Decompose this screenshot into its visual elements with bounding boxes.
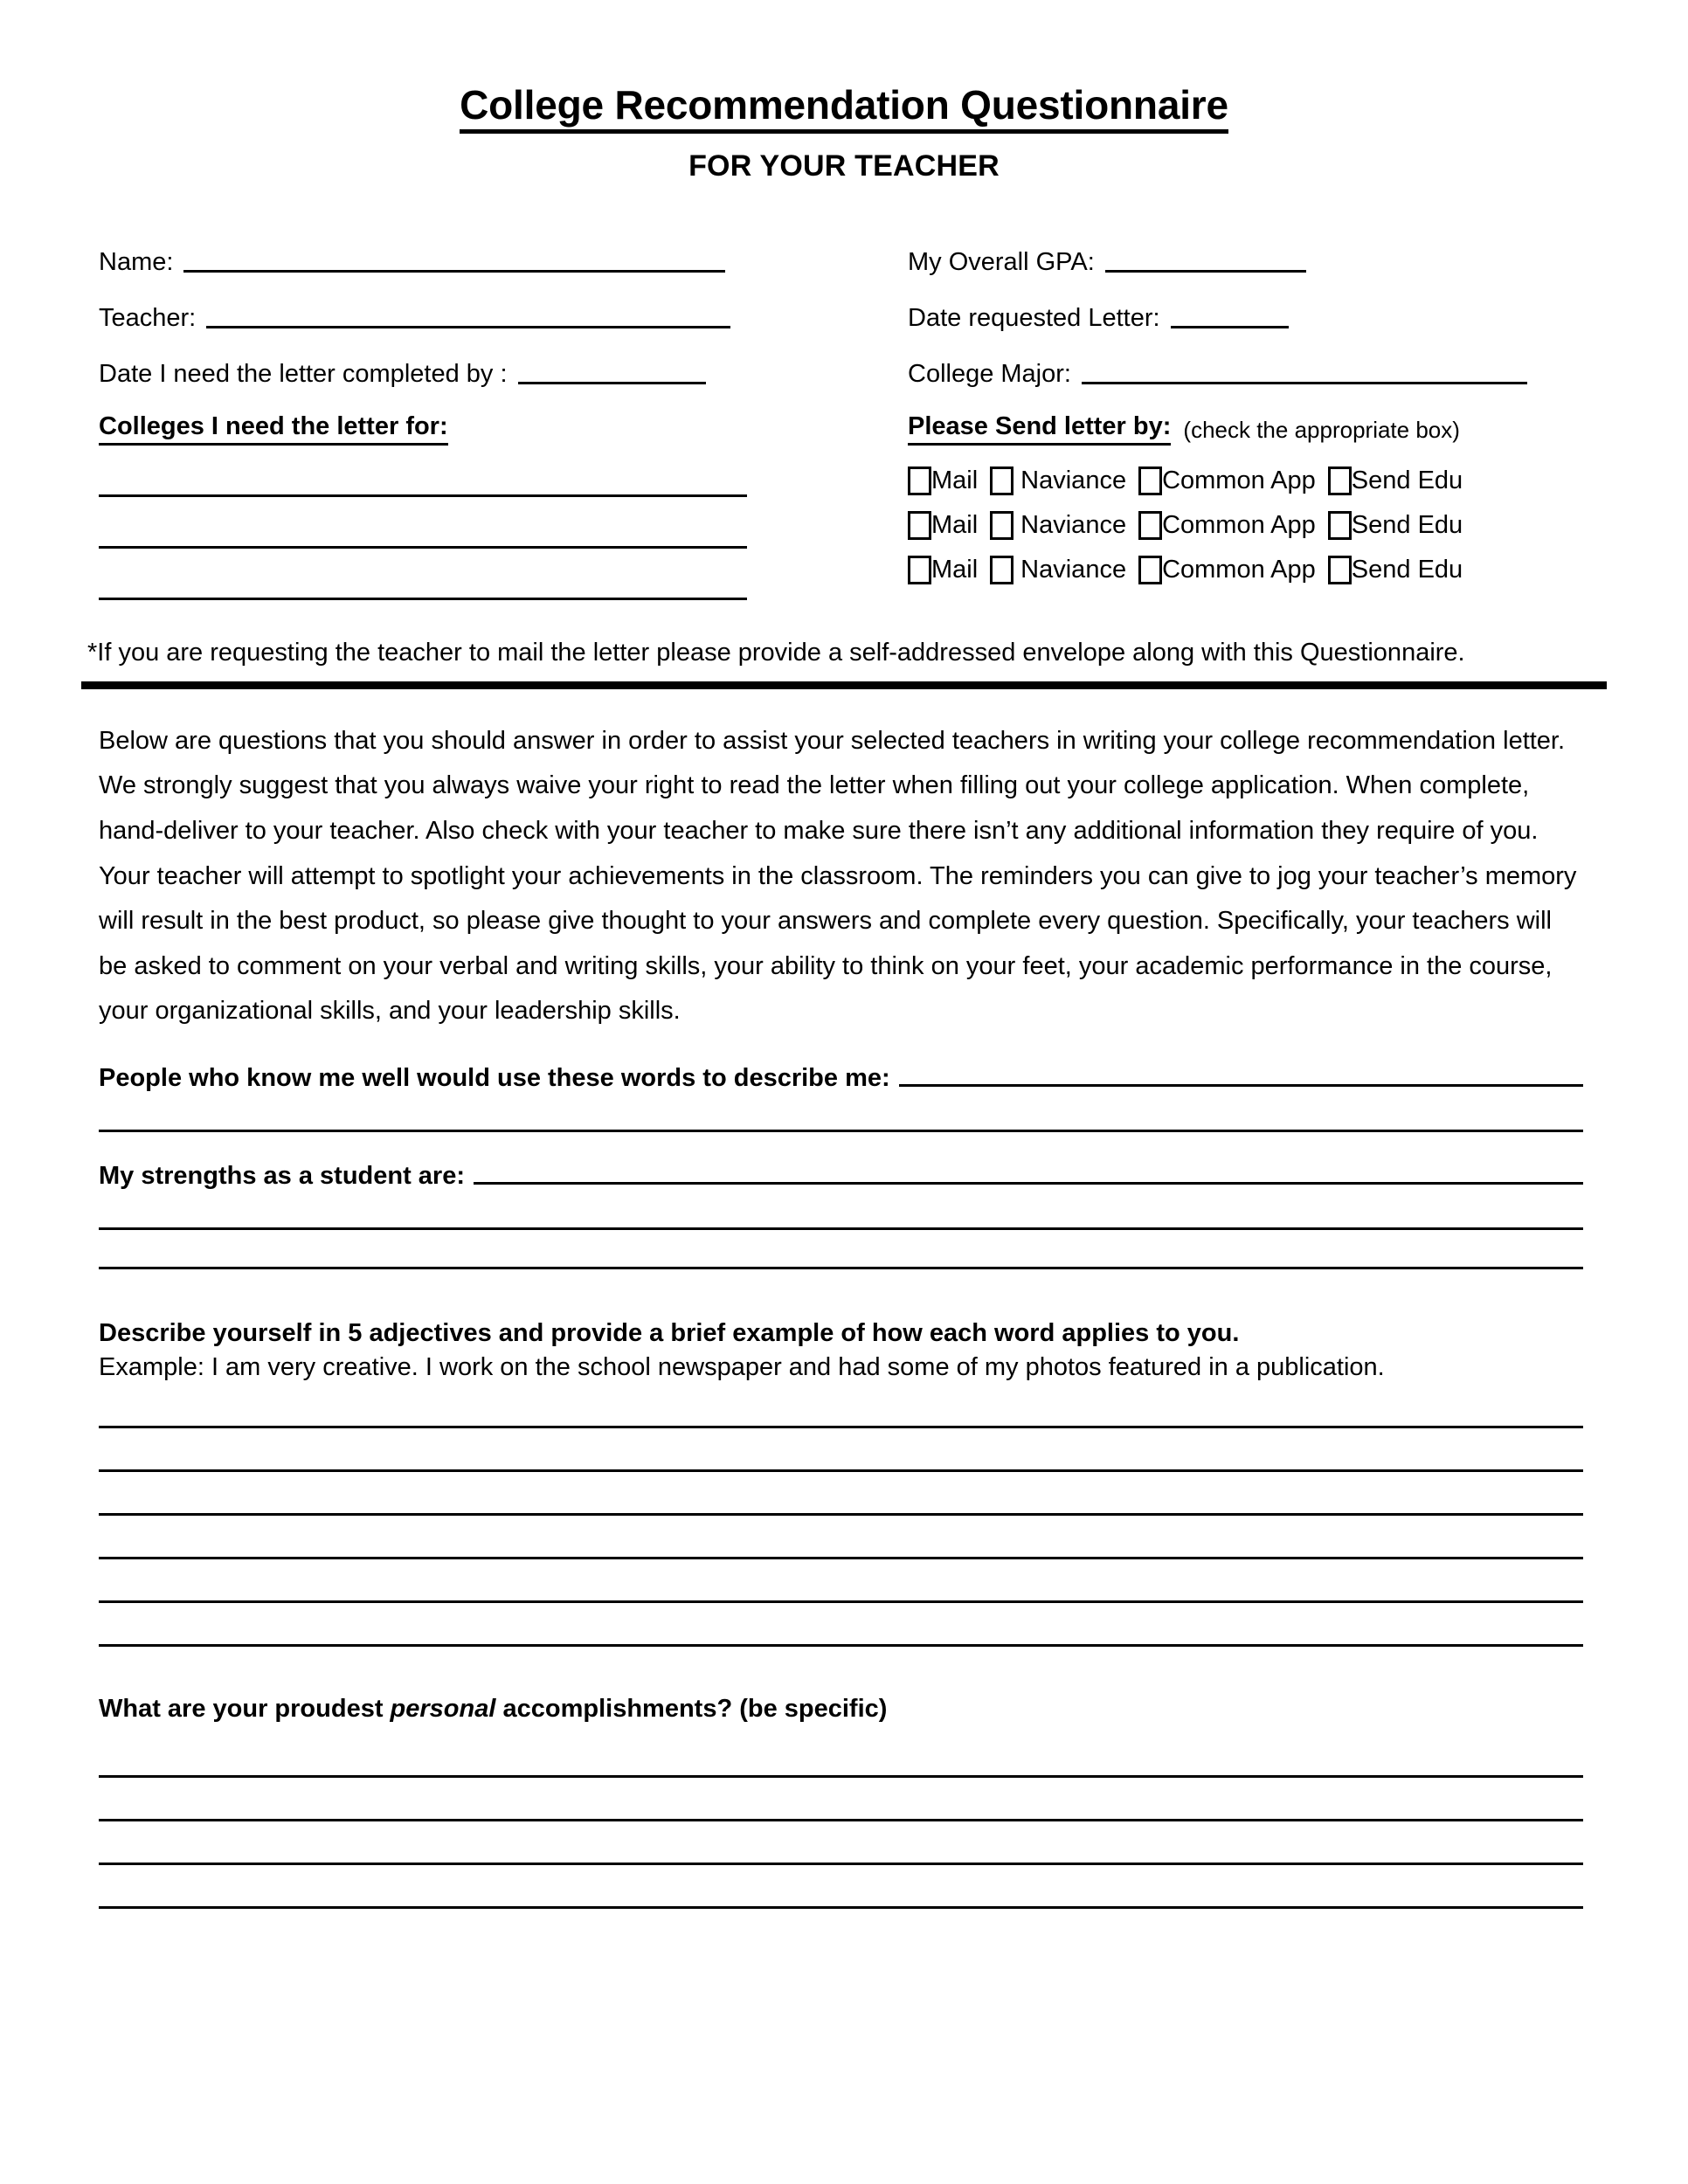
send-by-heading: Please Send letter by:: [908, 411, 1171, 446]
header-form: [0, 222, 1688, 600]
header-form-right-column: [894, 222, 1601, 600]
checkbox-sendedu-1[interactable]: [1328, 467, 1352, 495]
checkbox-commonapp-2[interactable]: [1138, 511, 1162, 540]
question-strengths-input-3[interactable]: [99, 1267, 1583, 1269]
date-requested-field-row: [908, 278, 1601, 334]
envelope-note: *If you are requesting the teacher to mail the letter please provide a self-addressed envelope along with this Questionnaire.: [87, 638, 1465, 667]
colleges-heading-row: [99, 390, 894, 446]
gpa-field-row: [908, 222, 1601, 278]
question-adjectives-block: [99, 1317, 1583, 1647]
colleges-heading: Colleges I need the letter for:: [99, 411, 448, 446]
send-by-row-1: [908, 467, 1601, 495]
body-section: [0, 719, 1688, 1910]
teacher-field-row: [99, 278, 894, 334]
checkbox-naviance-2-group[interactable]: [990, 511, 1138, 540]
checkbox-sendedu-2-label: Send Edu: [1351, 510, 1463, 539]
question-strengths-input-1[interactable]: [474, 1182, 1583, 1185]
gpa-input[interactable]: [1105, 270, 1306, 273]
question-accomplishments-label: [99, 1692, 1583, 1726]
checkbox-sendedu-2-group[interactable]: [1328, 511, 1475, 540]
college-major-label: College Major:: [908, 360, 1071, 389]
checkbox-commonapp-1-group[interactable]: [1138, 467, 1328, 495]
gpa-label: My Overall GPA:: [908, 248, 1095, 277]
question-adjectives-input-2[interactable]: [99, 1469, 1583, 1472]
name-input[interactable]: [183, 270, 725, 273]
teacher-label: Teacher:: [99, 304, 197, 333]
question-accomplishments-emphasis: personal: [390, 1695, 496, 1724]
question-adjectives-example: Example: I am very creative. I work on the school newspaper and had some of my photos featured in a publication.: [99, 1353, 1385, 1382]
checkbox-naviance-1[interactable]: [990, 467, 1013, 495]
college-major-input[interactable]: [1082, 382, 1527, 384]
college-input-2[interactable]: [99, 546, 747, 549]
send-by-row-2: [908, 511, 1601, 540]
question-strengths-block: [99, 1162, 1583, 1269]
checkbox-sendedu-3[interactable]: [1328, 556, 1352, 584]
question-accomplishments-input-2[interactable]: [99, 1819, 1583, 1821]
question-strengths-input-2[interactable]: [99, 1227, 1583, 1230]
title-block: [0, 0, 1688, 183]
teacher-input[interactable]: [206, 326, 730, 328]
date-needed-field-row: [99, 334, 894, 390]
checkbox-naviance-1-label: Naviance: [1020, 466, 1127, 494]
date-needed-label: Date I need the letter completed by :: [99, 360, 508, 389]
checkbox-sendedu-3-group[interactable]: [1328, 556, 1475, 584]
question-describe-me-block: [99, 1064, 1583, 1132]
checkbox-mail-1-group[interactable]: [908, 467, 990, 495]
college-input-3[interactable]: [99, 598, 747, 600]
college-major-field-row: [908, 334, 1601, 390]
section-divider: [81, 681, 1607, 689]
checkbox-naviance-3-group[interactable]: [990, 556, 1138, 584]
checkbox-commonapp-3[interactable]: [1138, 556, 1162, 584]
question-accomplishments-input-3[interactable]: [99, 1863, 1583, 1865]
checkbox-naviance-3-label: Naviance: [1020, 555, 1127, 584]
checkbox-commonapp-1-label: Common App: [1162, 466, 1316, 494]
checkbox-mail-2-label: Mail: [931, 510, 979, 539]
checkbox-naviance-1-group[interactable]: [990, 467, 1138, 495]
intro-paragraph: Below are questions that you should answer in order to assist your selected teachers in writing your college recommendation letter. We strongly suggest that you always waive your right to read the letter when filling out your college application. When complete, hand-deliver to your teacher. Also check with your teacher to make sure there isn’t any additional information they require of you. Your teacher will attempt to spotlight your achievements in the classroom. The reminders you can give to jog your teacher’s memory will result in the best product, so please give thought to your answers and complete every question. Specifically, your teachers will be asked to comment on your verbal and writing skills, your ability to think on your feet, your academic performance in the course, your organizational skills, and your leadership skills.: [99, 726, 1577, 1026]
question-adjectives-input-1[interactable]: [99, 1426, 1583, 1428]
question-adjectives-input-5[interactable]: [99, 1600, 1583, 1603]
checkbox-sendedu-3-label: Send Edu: [1351, 555, 1463, 584]
checkbox-mail-3-group[interactable]: [908, 556, 990, 584]
checkbox-mail-1[interactable]: [908, 467, 931, 495]
name-label: Name:: [99, 248, 174, 277]
checkbox-naviance-2[interactable]: [990, 511, 1013, 540]
send-by-heading-row: [908, 390, 1601, 446]
question-adjectives-label: Describe yourself in 5 adjectives and provide a brief example of how each word applies to you.: [99, 1318, 1240, 1347]
checkbox-sendedu-1-group[interactable]: [1328, 467, 1475, 495]
checkbox-commonapp-2-group[interactable]: [1138, 511, 1328, 540]
checkbox-mail-3[interactable]: [908, 556, 931, 584]
question-describe-me-input-1[interactable]: [899, 1084, 1583, 1087]
send-by-note: (check the appropriate box): [1183, 416, 1460, 443]
page-subtitle: FOR YOUR TEACHER: [688, 149, 1000, 183]
checkbox-sendedu-1-label: Send Edu: [1351, 466, 1463, 494]
checkbox-naviance-2-label: Naviance: [1020, 510, 1127, 539]
checkbox-commonapp-2-label: Common App: [1162, 510, 1316, 539]
question-strengths-label: My strengths as a student are:: [99, 1161, 465, 1190]
question-accomplishments-input-1[interactable]: [99, 1775, 1583, 1778]
name-field-row: [99, 222, 894, 278]
checkbox-commonapp-3-label: Common App: [1162, 555, 1316, 584]
question-describe-me-row: [99, 1064, 1583, 1093]
question-strengths-row: [99, 1162, 1583, 1191]
checkbox-mail-2[interactable]: [908, 511, 931, 540]
checkbox-mail-2-group[interactable]: [908, 511, 990, 540]
checkbox-sendedu-2[interactable]: [1328, 511, 1352, 540]
date-needed-input[interactable]: [518, 382, 706, 384]
checkbox-mail-3-label: Mail: [931, 555, 979, 584]
question-adjectives-input-6[interactable]: [99, 1644, 1583, 1647]
question-describe-me-input-2[interactable]: [99, 1130, 1583, 1132]
page-title: College Recommendation Questionnaire: [460, 84, 1228, 134]
checkbox-commonapp-1[interactable]: [1138, 467, 1162, 495]
question-adjectives-input-4[interactable]: [99, 1557, 1583, 1559]
question-accomplishments-post: accomplishments? (be specific): [495, 1695, 888, 1724]
header-form-left-column: [99, 222, 894, 600]
question-accomplishments-block: [99, 1692, 1583, 1909]
college-input-1[interactable]: [99, 494, 747, 497]
date-requested-label: Date requested Letter:: [908, 304, 1160, 333]
checkbox-naviance-3[interactable]: [990, 556, 1013, 584]
send-by-row-3: [908, 556, 1601, 584]
date-requested-input[interactable]: [1171, 326, 1289, 328]
checkbox-commonapp-3-group[interactable]: [1138, 556, 1328, 584]
question-describe-me-label: People who know me well would use these words to describe me:: [99, 1063, 890, 1092]
checkbox-mail-1-label: Mail: [931, 466, 979, 494]
question-accomplishments-input-4[interactable]: [99, 1906, 1583, 1909]
question-adjectives-input-3[interactable]: [99, 1513, 1583, 1516]
question-accomplishments-pre: What are your proudest: [99, 1695, 391, 1724]
